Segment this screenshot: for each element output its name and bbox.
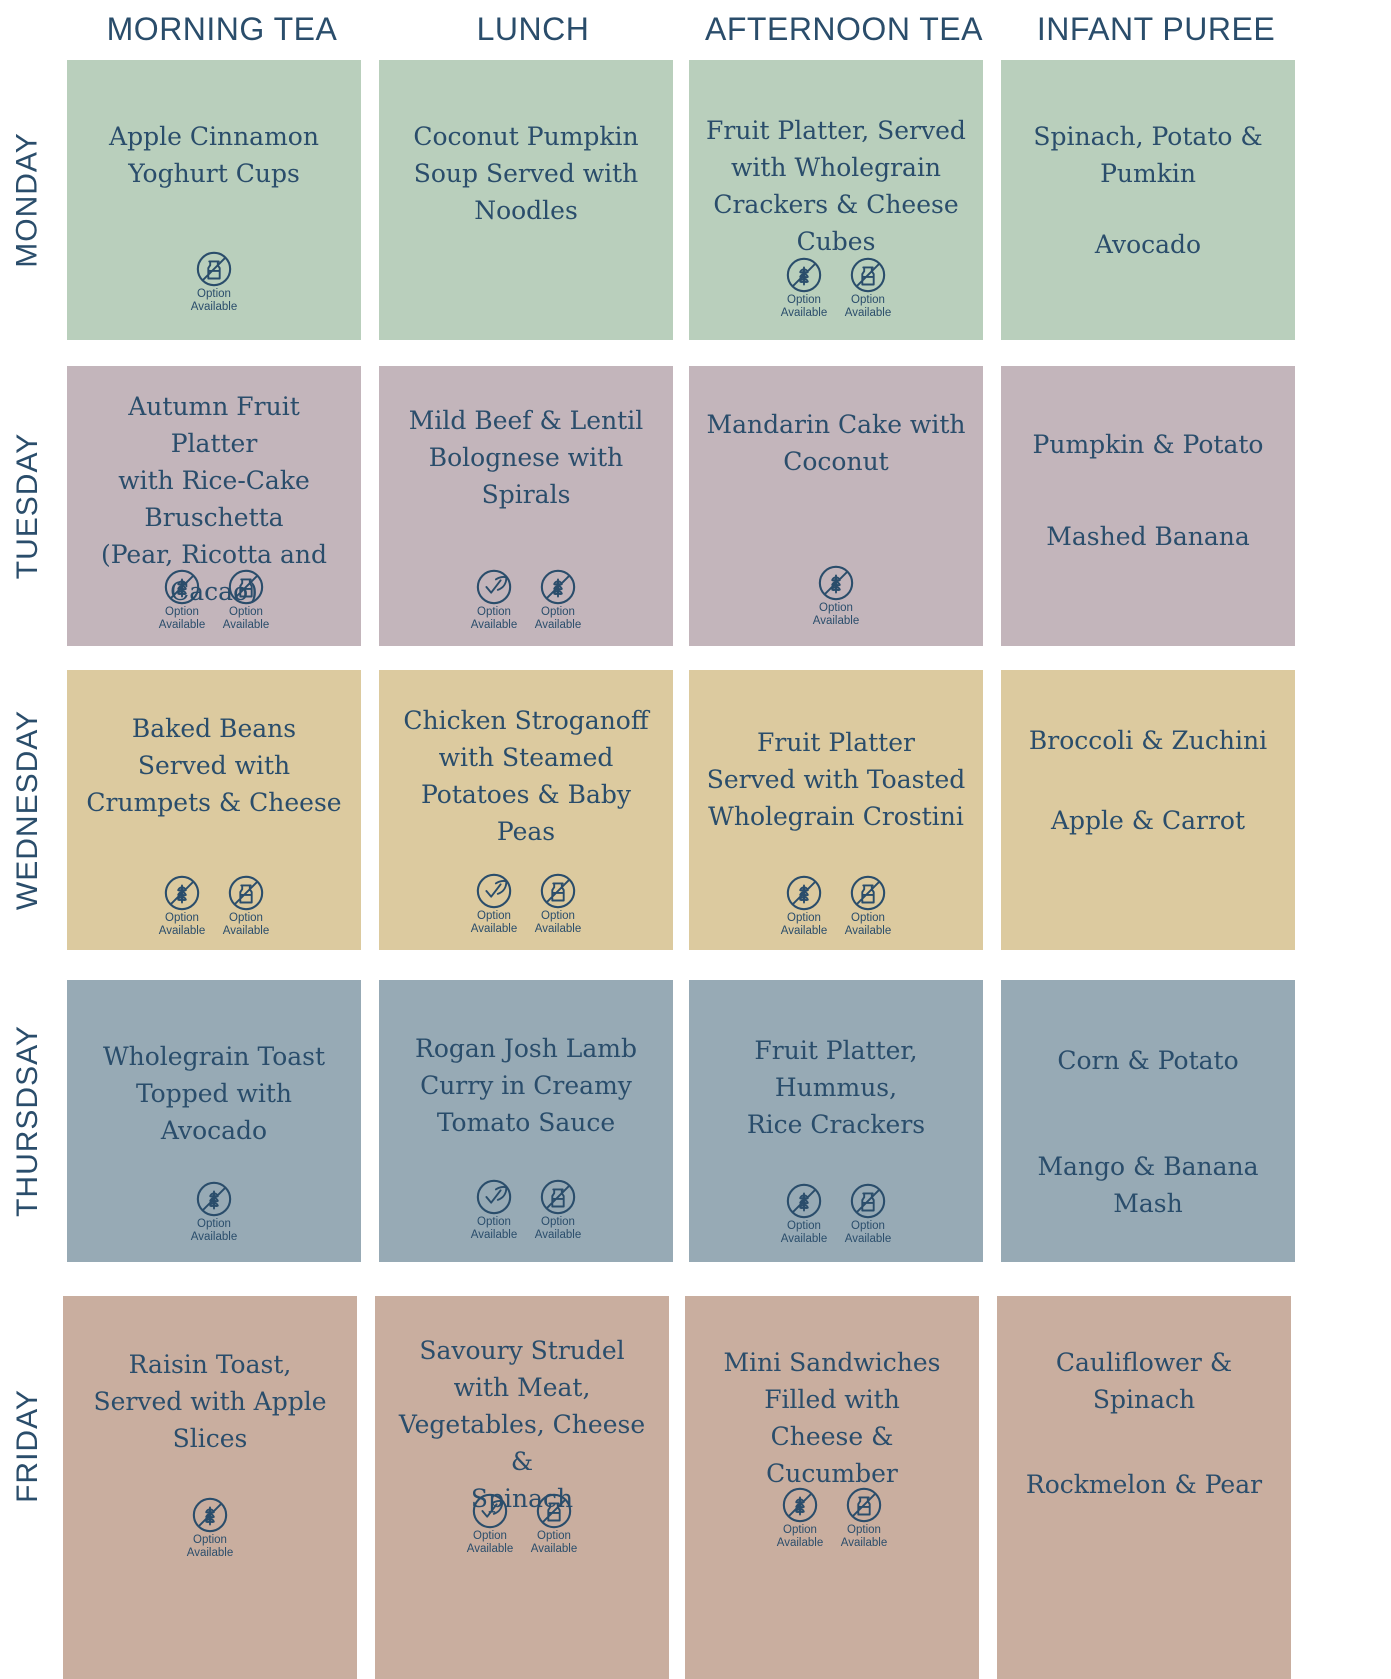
option-caption: Option [165, 912, 199, 924]
column-header-morning-tea: MORNING TEA [106, 11, 338, 47]
available-caption: Available [190, 1231, 238, 1243]
gluten-free-icon [191, 1496, 229, 1534]
option-caption: Option [541, 1216, 575, 1228]
meal-title: Fruit Platter, Served with Wholegrain Crackers & Cheese Cubes [706, 116, 966, 256]
dairy-free-icon [849, 1182, 887, 1220]
dairy-free-icon [535, 1492, 573, 1530]
meal-title: Pumpkin & Potato [1032, 430, 1264, 459]
option-caption: Option [541, 910, 575, 922]
meal-title: Savoury Strudel with Meat, Vegetables, Cheese & Spinach [398, 1336, 646, 1513]
meal-cell-tue-1 [379, 366, 673, 646]
meal-cell-thu-2 [689, 980, 983, 1262]
meal-title-secondary: Avocado [1094, 230, 1202, 259]
option-caption: Option [229, 606, 263, 618]
day-label-monday [0, 60, 56, 340]
dairy-free-icon [845, 1486, 883, 1524]
dairy-free-icon [227, 568, 265, 606]
option-icons [375, 1492, 669, 1556]
available-caption: Available [466, 1543, 514, 1555]
option-caption: Option [851, 1220, 885, 1232]
meal-title: Fruit Platter, Hummus, Rice Crackers [746, 1036, 926, 1139]
column-header-infant-puree: INFANT PUREE [1036, 11, 1276, 47]
dairy-free-icon [849, 874, 887, 912]
available-caption: Available [844, 1233, 892, 1245]
option-badge [157, 568, 207, 632]
gluten-free-icon [163, 874, 201, 912]
meal-cell-tue-0 [67, 366, 361, 646]
option-badge [189, 250, 239, 314]
gluten-free-icon [785, 1182, 823, 1220]
meal-title: Autumn Fruit Platter with Rice-Cake Bruschetta (Pear, Ricotta and Cacao) [100, 392, 328, 606]
meal-title-secondary: Mango & Banana Mash [1037, 1152, 1259, 1218]
meal-title-secondary: Rockmelon & Pear [1025, 1470, 1263, 1499]
meal-cell-thu-0 [67, 980, 361, 1262]
meal-cell-fri-1 [375, 1296, 669, 1679]
option-icons [67, 874, 361, 938]
option-badge [779, 1182, 829, 1246]
option-badge [843, 874, 893, 938]
option-caption: Option [193, 1534, 227, 1546]
option-badge [533, 568, 583, 632]
available-caption: Available [222, 619, 270, 631]
option-caption: Option [783, 1524, 817, 1536]
option-badge [843, 256, 893, 320]
available-caption: Available [158, 619, 206, 631]
option-badge [839, 1486, 889, 1550]
meal-cell-mon-2 [689, 60, 983, 340]
available-caption: Available [470, 619, 518, 631]
option-caption: Option [477, 1216, 511, 1228]
meal-cell-thu-1 [379, 980, 673, 1262]
gluten-free-icon [785, 256, 823, 294]
dairy-free-icon [195, 250, 233, 288]
dairy-free-icon [849, 256, 887, 294]
meal-cell-mon-0 [67, 60, 361, 340]
available-caption: Available [470, 923, 518, 935]
dairy-free-icon [539, 1178, 577, 1216]
meal-title-secondary: Mashed Banana [1046, 522, 1250, 551]
option-badge [469, 872, 519, 936]
available-caption: Available [534, 619, 582, 631]
option-badge [843, 1182, 893, 1246]
vegetarian-icon [475, 1178, 513, 1216]
available-caption: Available [776, 1537, 824, 1549]
option-badge [533, 1178, 583, 1242]
vegetarian-icon [475, 872, 513, 910]
option-icons [379, 1178, 673, 1242]
option-caption: Option [197, 1218, 231, 1230]
option-caption: Option [787, 912, 821, 924]
meal-cell-mon-3 [1001, 60, 1295, 340]
meal-title: Wholegrain Toast Topped with Avocado [102, 1042, 326, 1145]
option-caption: Option [537, 1530, 571, 1542]
option-badge [779, 874, 829, 938]
day-label-text: TUESDAY [11, 432, 44, 580]
option-badge [185, 1496, 235, 1560]
gluten-free-icon [785, 874, 823, 912]
meal-title: Raisin Toast, Served with Apple Slices [93, 1350, 327, 1453]
available-caption: Available [222, 925, 270, 937]
option-badge [221, 874, 271, 938]
available-caption: Available [780, 925, 828, 937]
option-caption: Option [819, 602, 853, 614]
day-label-thursdsay [0, 980, 56, 1262]
meal-title: Spinach, Potato & Pumkin [1033, 122, 1263, 188]
available-caption: Available [844, 925, 892, 937]
meal-cell-thu-3 [1001, 980, 1295, 1262]
meal-title: Apple Cinnamon Yoghurt Cups [109, 122, 319, 188]
meal-cell-wed-3 [1001, 670, 1295, 950]
available-caption: Available [780, 1233, 828, 1245]
option-icons [67, 568, 361, 632]
option-caption: Option [477, 910, 511, 922]
option-caption: Option [229, 912, 263, 924]
meal-title: Broccoli & Zuchini [1028, 726, 1268, 755]
meal-title: Rogan Josh Lamb Curry in Creamy Tomato Sauce [415, 1034, 637, 1137]
day-label-text: FRIDAY [11, 1389, 45, 1503]
option-caption: Option [477, 606, 511, 618]
available-caption: Available [158, 925, 206, 937]
option-icons [63, 1496, 357, 1560]
meal-cell-wed-0 [67, 670, 361, 950]
available-caption: Available [840, 1537, 888, 1549]
meal-title: Mini Sandwiches Filled with Cheese & Cucumber [723, 1348, 941, 1488]
option-icons [379, 568, 673, 632]
option-icons [67, 250, 361, 314]
available-caption: Available [780, 307, 828, 319]
day-label-text: THURSDSAY [11, 1025, 44, 1217]
option-caption: Option [197, 288, 231, 300]
option-caption: Option [787, 1220, 821, 1232]
vegetarian-icon [475, 568, 513, 606]
option-badge [779, 256, 829, 320]
dairy-free-icon [227, 874, 265, 912]
available-caption: Available [844, 307, 892, 319]
gluten-free-icon [163, 568, 201, 606]
day-label-text: MONDAY [11, 132, 45, 268]
meal-title: Fruit Platter Served with Toasted Wholegrain Crostini [706, 728, 966, 831]
meal-title: Coconut Pumpkin Soup Served with Noodles [413, 122, 639, 225]
dairy-free-icon [539, 872, 577, 910]
option-badge [469, 568, 519, 632]
meal-cell-fri-2 [685, 1296, 979, 1679]
option-caption: Option [473, 1530, 507, 1542]
option-caption: Option [541, 606, 575, 618]
option-caption: Option [851, 294, 885, 306]
option-icons [689, 1182, 983, 1246]
option-caption: Option [165, 606, 199, 618]
meal-title: Baked Beans Served with Crumpets & Cheese [86, 714, 342, 817]
meal-title: Cauliflower & Spinach [1055, 1348, 1233, 1414]
column-header-lunch: LUNCH [476, 11, 590, 47]
column-header-afternoon-tea: AFTERNOON TEA [705, 11, 983, 47]
meal-cell-tue-2 [689, 366, 983, 646]
available-caption: Available [534, 1229, 582, 1241]
meal-title-secondary: Apple & Carrot [1050, 806, 1246, 835]
meal-cell-wed-1 [379, 670, 673, 950]
gluten-free-icon [195, 1180, 233, 1218]
option-badge [157, 874, 207, 938]
option-icons [689, 256, 983, 320]
day-label-tuesday [0, 366, 56, 646]
option-badge [529, 1492, 579, 1556]
option-icons [689, 874, 983, 938]
available-caption: Available [530, 1543, 578, 1555]
meal-cell-wed-2 [689, 670, 983, 950]
meal-title: Mild Beef & Lentil Bolognese with Spirals [408, 406, 644, 509]
option-badge [811, 564, 861, 628]
meal-title: Mandarin Cake with Coconut [706, 410, 966, 476]
available-caption: Available [190, 301, 238, 313]
gluten-free-icon [817, 564, 855, 602]
available-caption: Available [186, 1547, 234, 1559]
option-badge [189, 1180, 239, 1244]
option-icons [67, 1180, 361, 1244]
meal-cell-fri-3 [997, 1296, 1291, 1679]
gluten-free-icon [781, 1486, 819, 1524]
meal-cell-mon-1 [379, 60, 673, 340]
option-badge [465, 1492, 515, 1556]
available-caption: Available [470, 1229, 518, 1241]
option-icons [685, 1486, 979, 1550]
option-caption: Option [847, 1524, 881, 1536]
meal-title: Chicken Stroganoff with Steamed Potatoes & Baby Peas [403, 706, 649, 846]
meal-cell-tue-3 [1001, 366, 1295, 646]
available-caption: Available [812, 615, 860, 627]
option-caption: Option [851, 912, 885, 924]
vegetarian-icon [471, 1492, 509, 1530]
option-caption: Option [787, 294, 821, 306]
option-icons [379, 872, 673, 936]
meal-title: Corn & Potato [1057, 1046, 1239, 1075]
option-badge [775, 1486, 825, 1550]
option-icons [689, 564, 983, 628]
option-badge [469, 1178, 519, 1242]
gluten-free-icon [539, 568, 577, 606]
day-label-wednesday [0, 670, 56, 950]
option-badge [533, 872, 583, 936]
day-label-friday [0, 1296, 56, 1596]
day-label-text: WEDNESDAY [11, 709, 45, 911]
available-caption: Available [534, 923, 582, 935]
option-badge [221, 568, 271, 632]
meal-cell-fri-0 [63, 1296, 357, 1679]
